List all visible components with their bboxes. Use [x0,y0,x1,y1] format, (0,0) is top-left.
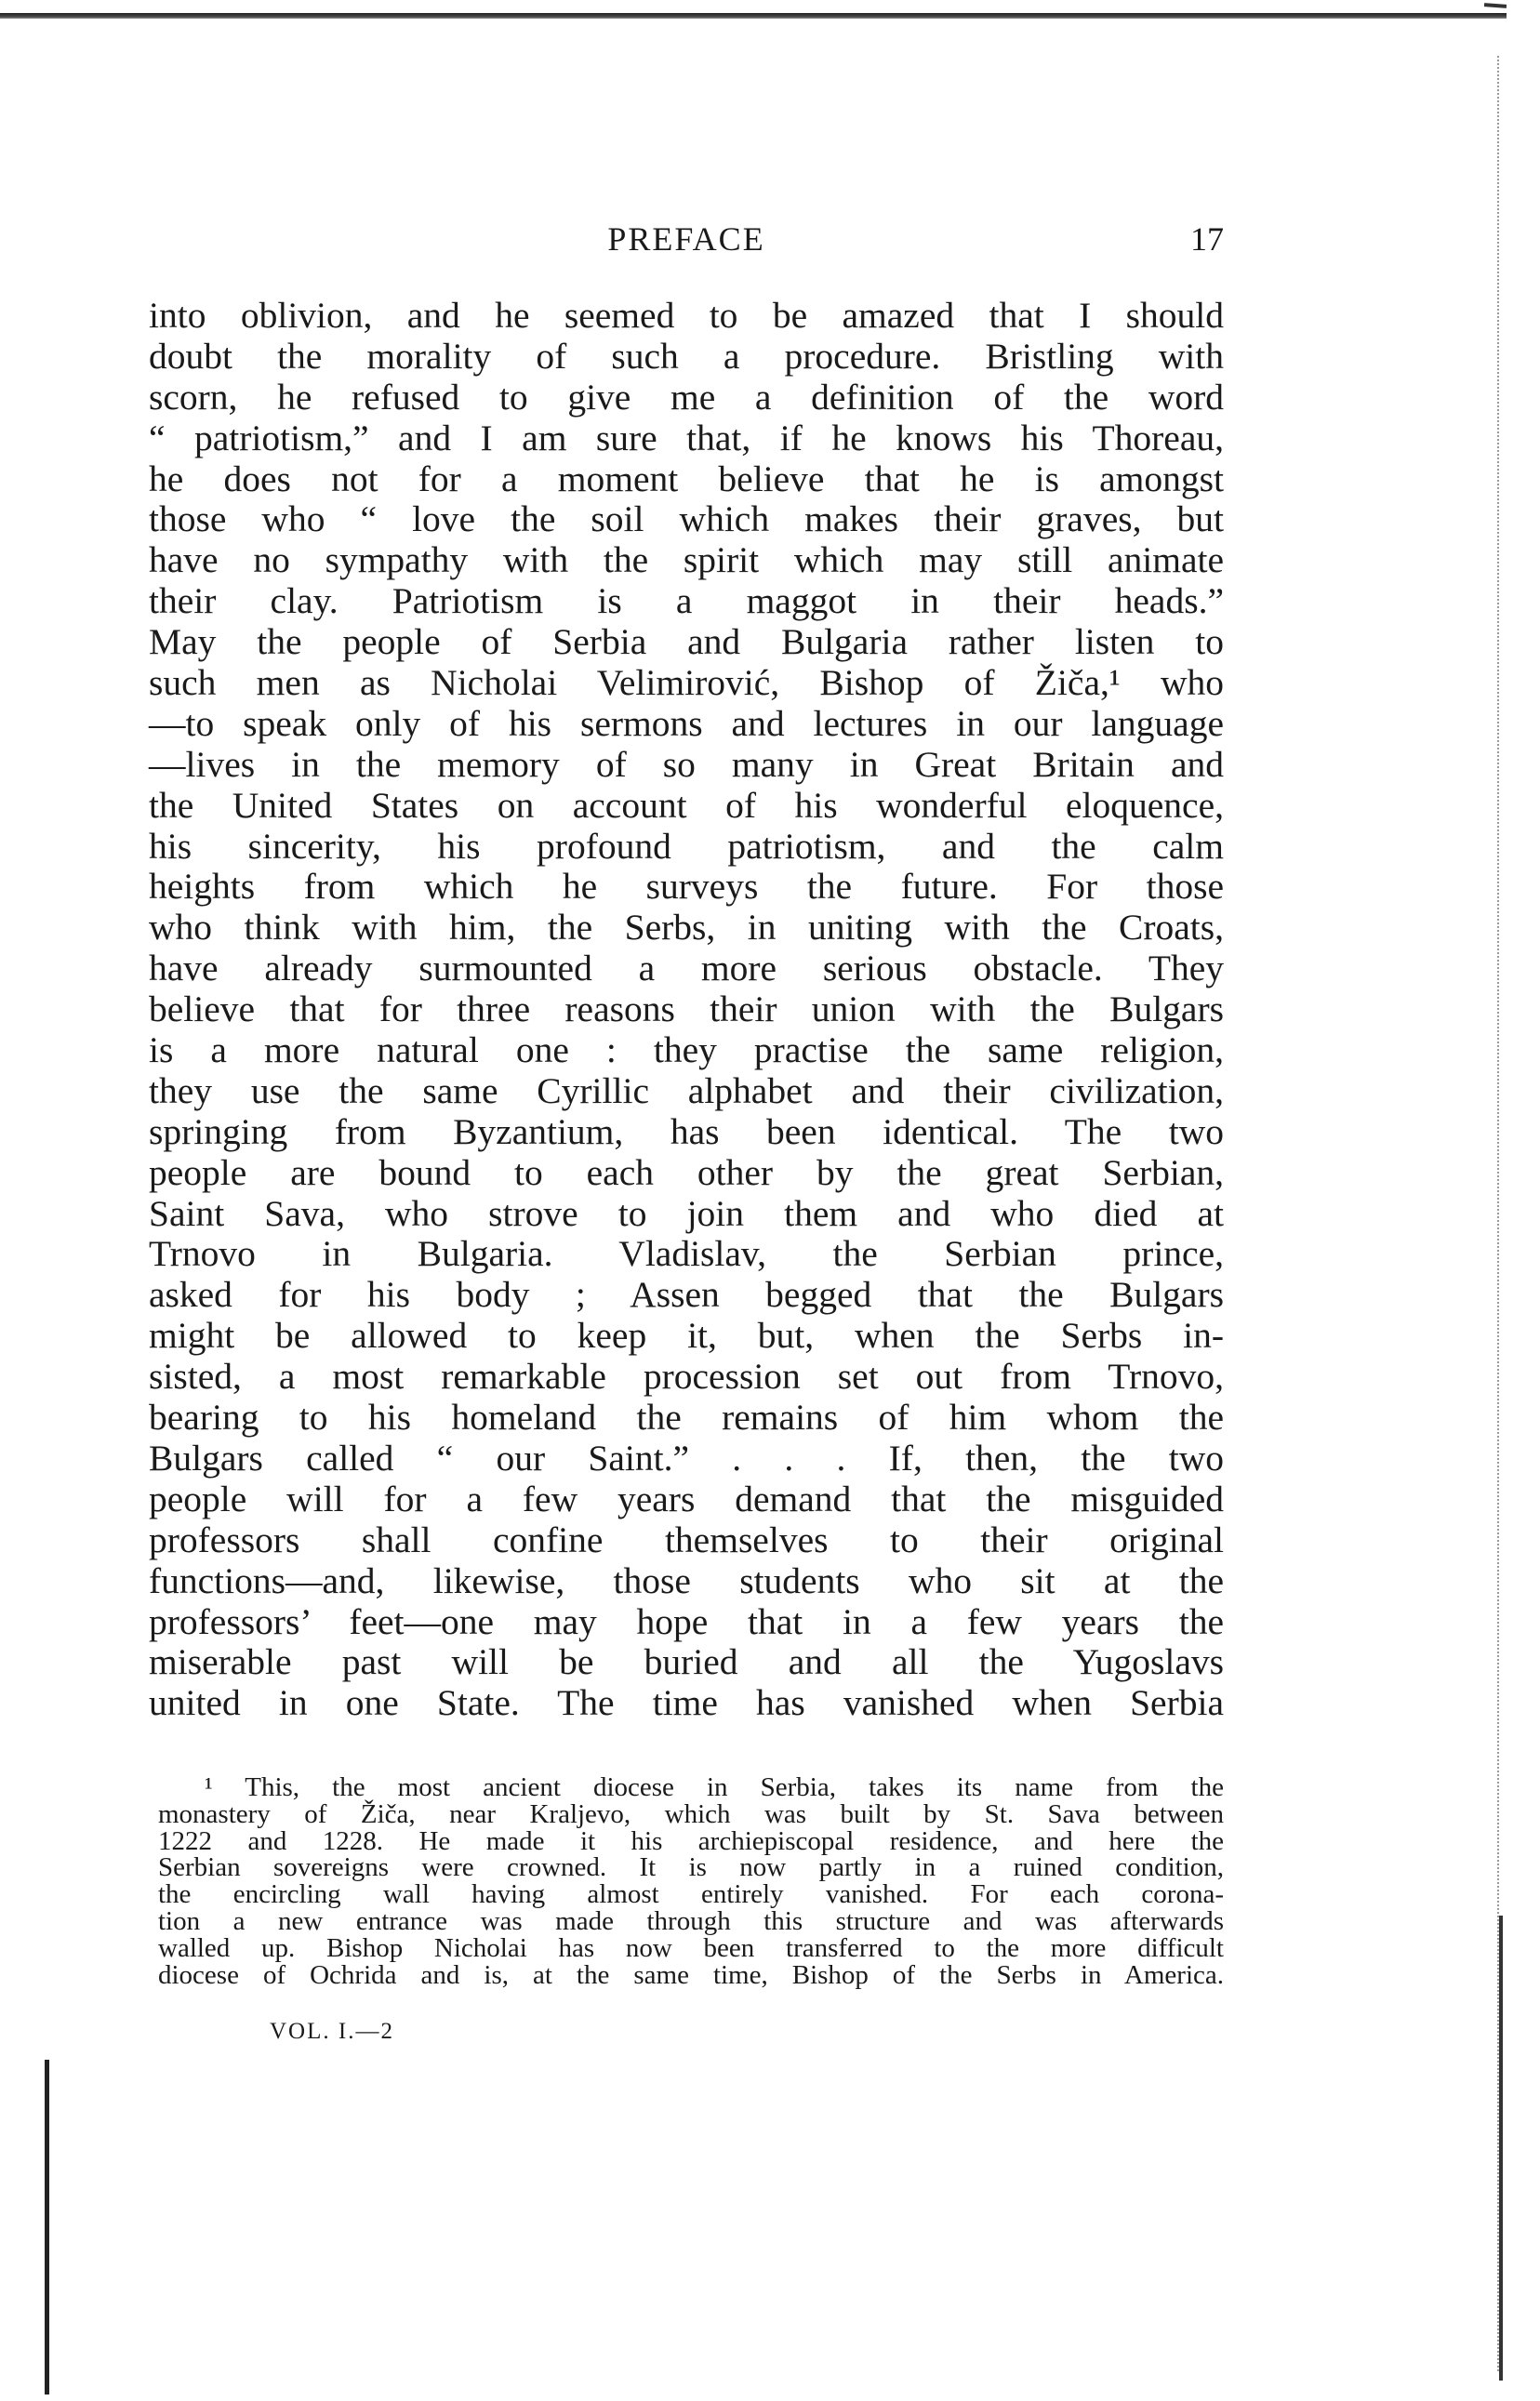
body-line: those who “ love the soil which makes their graves, but [149,498,1224,540]
scan-edge-corner [1484,3,1507,8]
body-line: who think with him, the Serbs, in uniting with the Croats, [149,907,1224,948]
body-line: have already surmounted a more serious obstacle. They [149,948,1224,989]
body-line: —to speak only of his sermons and lectures in our language [149,702,1224,744]
body-line: asked for his body ; Assen begged that the Bulgars [149,1274,1224,1316]
body-line: is a more natural one : they practise the same religion, [149,1029,1224,1071]
scan-edge-right [1499,1916,1503,2381]
body-line: into oblivion, and he seemed to be amazed that I should [149,295,1224,336]
body-line: professors’ feet—one may hope that in a few years the [149,1600,1224,1642]
scan-edge-left [45,2060,49,2394]
footnote-line: tion a new entrance was made through this structure and was afterwards [158,1905,1224,1936]
body-line: his sincerity, his profound patriotism, and the calm [149,825,1224,867]
body-line: believe that for three reasons their union with the Bulgars [149,988,1224,1030]
scan-edge-top [0,13,1507,19]
footnote-line: ¹ This, the most ancient diocese in Serbia, takes its name from the [205,1772,1224,1802]
footnote [158,1774,1224,1988]
footnote-line: walled up. Bishop Nicholai has now been transferred to the more difficult [158,1932,1224,1963]
body-line: have no sympathy with the spirit which may still animate [149,539,1224,581]
body-line: professors shall confine themselves to their original [149,1519,1224,1560]
body-line: they use the same Cyrillic alphabet and their civilization, [149,1069,1224,1111]
body-line: —lives in the memory of so many in Great Britain and [149,743,1224,785]
footnote-line: 1222 and 1228. He made it his archiepiscopal residence, and here the [158,1825,1224,1856]
footnote-line: monastery of Žiča, near Kraljevo, which was built by St. Sava between [158,1798,1224,1829]
body-line: Bulgars called “ our Saint.” . . . If, then, the two [149,1437,1224,1479]
body-line: scorn, he refused to give me a definition of the word [149,376,1224,418]
signature-mark: VOL. I.—2 [270,2019,394,2044]
body-line: Trnovo in Bulgaria. Vladislav, the Serbian prince, [149,1233,1224,1275]
running-head: PREFACE [607,220,765,258]
footnote-line: Serbian sovereigns were crowned. It is now partly in a ruined condition, [158,1852,1224,1883]
body-line: such men as Nicholai Velimirović, Bishop of Žiča,¹ who [149,662,1224,704]
body-line: people will for a few years demand that the misguided [149,1478,1224,1519]
body-line: Saint Sava, who strove to join them and who died at [149,1192,1224,1234]
body-line: he does not for a moment believe that he is amongst [149,458,1224,499]
body-line: May the people of Serbia and Bulgaria rather listen to [149,621,1224,663]
body-line: “ patriotism,” and I am sure that, if he knows his Thoreau, [149,417,1224,458]
footnote-line: the encircling wall having almost entirely vanished. For each corona- [158,1879,1224,1910]
body-line: might be allowed to keep it, but, when the Serbs in- [149,1315,1224,1357]
body-line: heights from which he surveys the future. For those [149,866,1224,908]
body-text [149,296,1224,1724]
footnote-line: diocese of Ochrida and is, at the same time, Bishop of the Serbs in America. [158,1959,1224,1990]
body-line: doubt the morality of such a procedure. Bristling with [149,335,1224,377]
body-line: people are bound to each other by the great Serbian, [149,1151,1224,1193]
body-line: functions—and, likewise, those students who sit at the [149,1559,1224,1601]
page-header [149,219,1224,266]
body-line: springing from Byzantium, has been identical. The two [149,1110,1224,1152]
page-number: 17 [1190,220,1224,258]
body-line: their clay. Patriotism is a maggot in their heads.” [149,580,1224,622]
body-line: bearing to his homeland the remains of him whom the [149,1397,1224,1439]
body-line: the United States on account of his wonderful eloquence, [149,784,1224,826]
body-line: united in one State. The time has vanished when Serbia [149,1682,1224,1724]
body-line: miserable past will be buried and all the Yugoslavs [149,1641,1224,1683]
body-line: sisted, a most remarkable procession set out from Trnovo, [149,1356,1224,1398]
